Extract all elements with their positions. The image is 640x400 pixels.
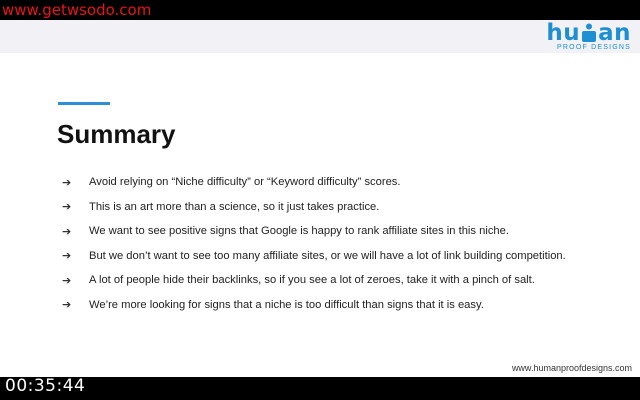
bullet-item: ➔ This is an art more than a science, so it just takes practice. (62, 200, 380, 214)
watermark-text: www.getwsodo.com (2, 1, 152, 19)
logo-wordmark: hu an (546, 20, 631, 46)
bullet-item: ➔ We’re more looking for signs that a niche is too difficult than signs that it is easy. (62, 298, 484, 312)
bullet-item: ➔ Avoid relying on “Niche difficulty” or “Keyword difficulty” scores. (62, 176, 401, 189)
arrow-right-icon: ➔ (62, 274, 72, 287)
bullet-item: ➔ But we don’t want to see too many affiliate sites, or we will have a lot of link building competition. (62, 249, 566, 263)
arrow-right-icon: ➔ (62, 176, 72, 189)
arrow-right-icon: ➔ (62, 299, 72, 312)
slide-title: Summary (57, 119, 176, 149)
person-icon (581, 23, 597, 42)
video-timecode: 00:35:44 (5, 376, 86, 396)
arrow-right-icon: ➔ (62, 250, 72, 263)
bullet-list (62, 170, 622, 317)
arrow-right-icon: ➔ (62, 201, 72, 214)
bullet-item: ➔ A lot of people hide their backlinks, so if you see a lot of zeroes, take it with a pinch of salt. (62, 274, 535, 287)
presentation-slide (0, 20, 640, 377)
logo-tagline: PROOF DESIGNS (557, 44, 631, 51)
arrow-right-icon: ➔ (62, 225, 72, 238)
footer-website-url: www.humanproofdesigns.com (511, 363, 632, 373)
human-proof-designs-logo (546, 22, 632, 53)
bullet-item: ➔ We want to see positive signs that Google is happy to rank affiliate sites in this niche. (62, 225, 509, 238)
slide-header-band (0, 20, 640, 53)
title-accent-line (58, 102, 110, 105)
